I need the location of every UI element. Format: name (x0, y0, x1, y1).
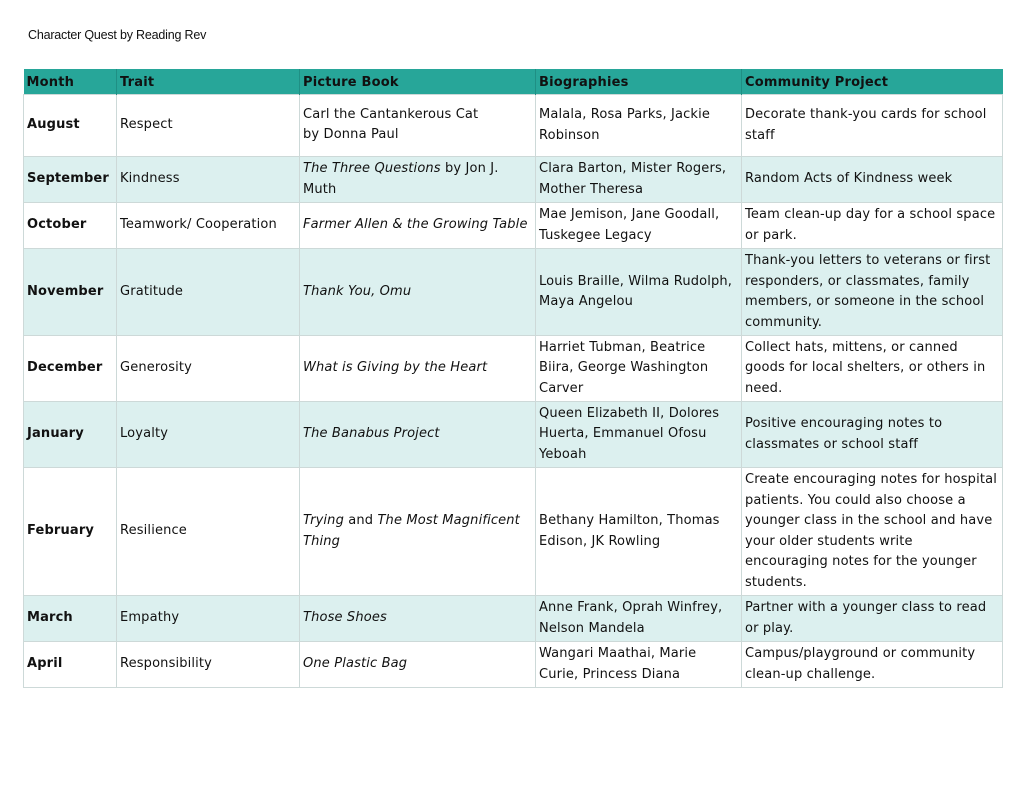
community-project-cell: Thank-you letters to veterans or first responders, or classmates, family members, or someone in the school community. (742, 249, 1003, 336)
picture-book-cell (300, 642, 536, 688)
table-row (24, 596, 1003, 642)
biographies-cell: Harriet Tubman, Beatrice Biira, George Washington Carver (536, 336, 742, 402)
book-title: The Three Questions (303, 161, 441, 176)
month-cell: October (24, 203, 117, 249)
month-cell: September (24, 157, 117, 203)
trait-cell: Loyalty (117, 402, 300, 468)
community-project-cell: Random Acts of Kindness week (742, 157, 1003, 203)
book-title: Those Shoes (303, 610, 387, 626)
biographies-cell: Bethany Hamilton, Thomas Edison, JK Rowling (536, 468, 742, 596)
picture-book-cell (300, 596, 536, 642)
header-month: Month (24, 69, 117, 95)
biographies-cell: Wangari Maathai, Marie Curie, Princess Diana (536, 642, 742, 688)
book-title-2: The Most Magnificent Thing (303, 513, 520, 549)
community-project-cell: Create encouraging notes for hospital patients. You could also choose a younger class in the school and have your older students write encouraging notes for the younger students. (742, 468, 1003, 596)
table-row (24, 642, 1003, 688)
picture-book-cell (300, 468, 536, 596)
book-title-1: Trying (303, 513, 344, 528)
trait-cell: Generosity (117, 336, 300, 402)
book-title: What is Giving by the Heart (303, 360, 488, 376)
month-cell: November (24, 249, 117, 336)
community-project-cell: Partner with a younger class to read or play. (742, 596, 1003, 642)
month-cell: April (24, 642, 117, 688)
picture-book-cell (300, 249, 536, 336)
book-author: by Jon J. Muth (303, 161, 499, 197)
picture-book-cell (300, 157, 536, 203)
table-row (24, 336, 1003, 402)
header-community-project: Community Project (742, 69, 1003, 95)
community-project-cell: Decorate thank-you cards for school staff (742, 95, 1003, 157)
community-project-cell: Campus/playground or community clean-up challenge. (742, 642, 1003, 688)
book-title: Thank You, Omu (303, 283, 412, 299)
trait-cell: Teamwork/ Cooperation (117, 203, 300, 249)
trait-cell: Resilience (117, 468, 300, 596)
month-cell: March (24, 596, 117, 642)
trait-cell: Responsibility (117, 642, 300, 688)
community-project-cell: Collect hats, mittens, or canned goods for local shelters, or others in need. (742, 336, 1003, 402)
month-cell: August (24, 95, 117, 157)
biographies-cell: Louis Braille, Wilma Rudolph, Maya Angelou (536, 249, 742, 336)
book-conjunction: and (343, 513, 378, 528)
table-row (24, 95, 1003, 157)
table-row (24, 468, 1003, 596)
picture-book-cell (300, 402, 536, 468)
community-project-cell: Positive encouraging notes to classmates or school staff (742, 402, 1003, 468)
community-project-cell: Team clean-up day for a school space or park. (742, 203, 1003, 249)
table-header-row (24, 69, 1003, 95)
trait-cell: Gratitude (117, 249, 300, 336)
biographies-cell: Clara Barton, Mister Rogers, Mother Theresa (536, 157, 742, 203)
header-biographies: Biographies (536, 69, 742, 95)
header-picture-book: Picture Book (300, 69, 536, 95)
trait-cell: Respect (117, 95, 300, 157)
biographies-cell: Anne Frank, Oprah Winfrey, Nelson Mandela (536, 596, 742, 642)
trait-cell: Empathy (117, 596, 300, 642)
biographies-cell: Mae Jemison, Jane Goodall, Tuskegee Legacy (536, 203, 742, 249)
table-row (24, 402, 1003, 468)
trait-cell: Kindness (117, 157, 300, 203)
table-row (24, 203, 1003, 249)
book-title: The Banabus Project (303, 426, 440, 442)
table-row (24, 157, 1003, 203)
picture-book-cell (300, 336, 536, 402)
picture-book-cell (300, 203, 536, 249)
biographies-cell: Queen Elizabeth II, Dolores Huerta, Emmanuel Ofosu Yeboah (536, 402, 742, 468)
month-cell: February (24, 468, 117, 596)
table-row (24, 249, 1003, 336)
book-title: One Plastic Bag (303, 656, 408, 672)
header-trait: Trait (117, 69, 300, 95)
book-title: Farmer Allen & the Growing Table (303, 217, 528, 233)
character-quest-table (23, 69, 1003, 688)
biographies-cell: Malala, Rosa Parks, Jackie Robinson (536, 95, 742, 157)
picture-book-cell (300, 95, 536, 157)
document-title: Character Quest by Reading Rev (28, 28, 207, 42)
book-title: Carl the Cantankerous Cat by Donna Paul (303, 106, 479, 142)
month-cell: December (24, 336, 117, 402)
month-cell: January (24, 402, 117, 468)
